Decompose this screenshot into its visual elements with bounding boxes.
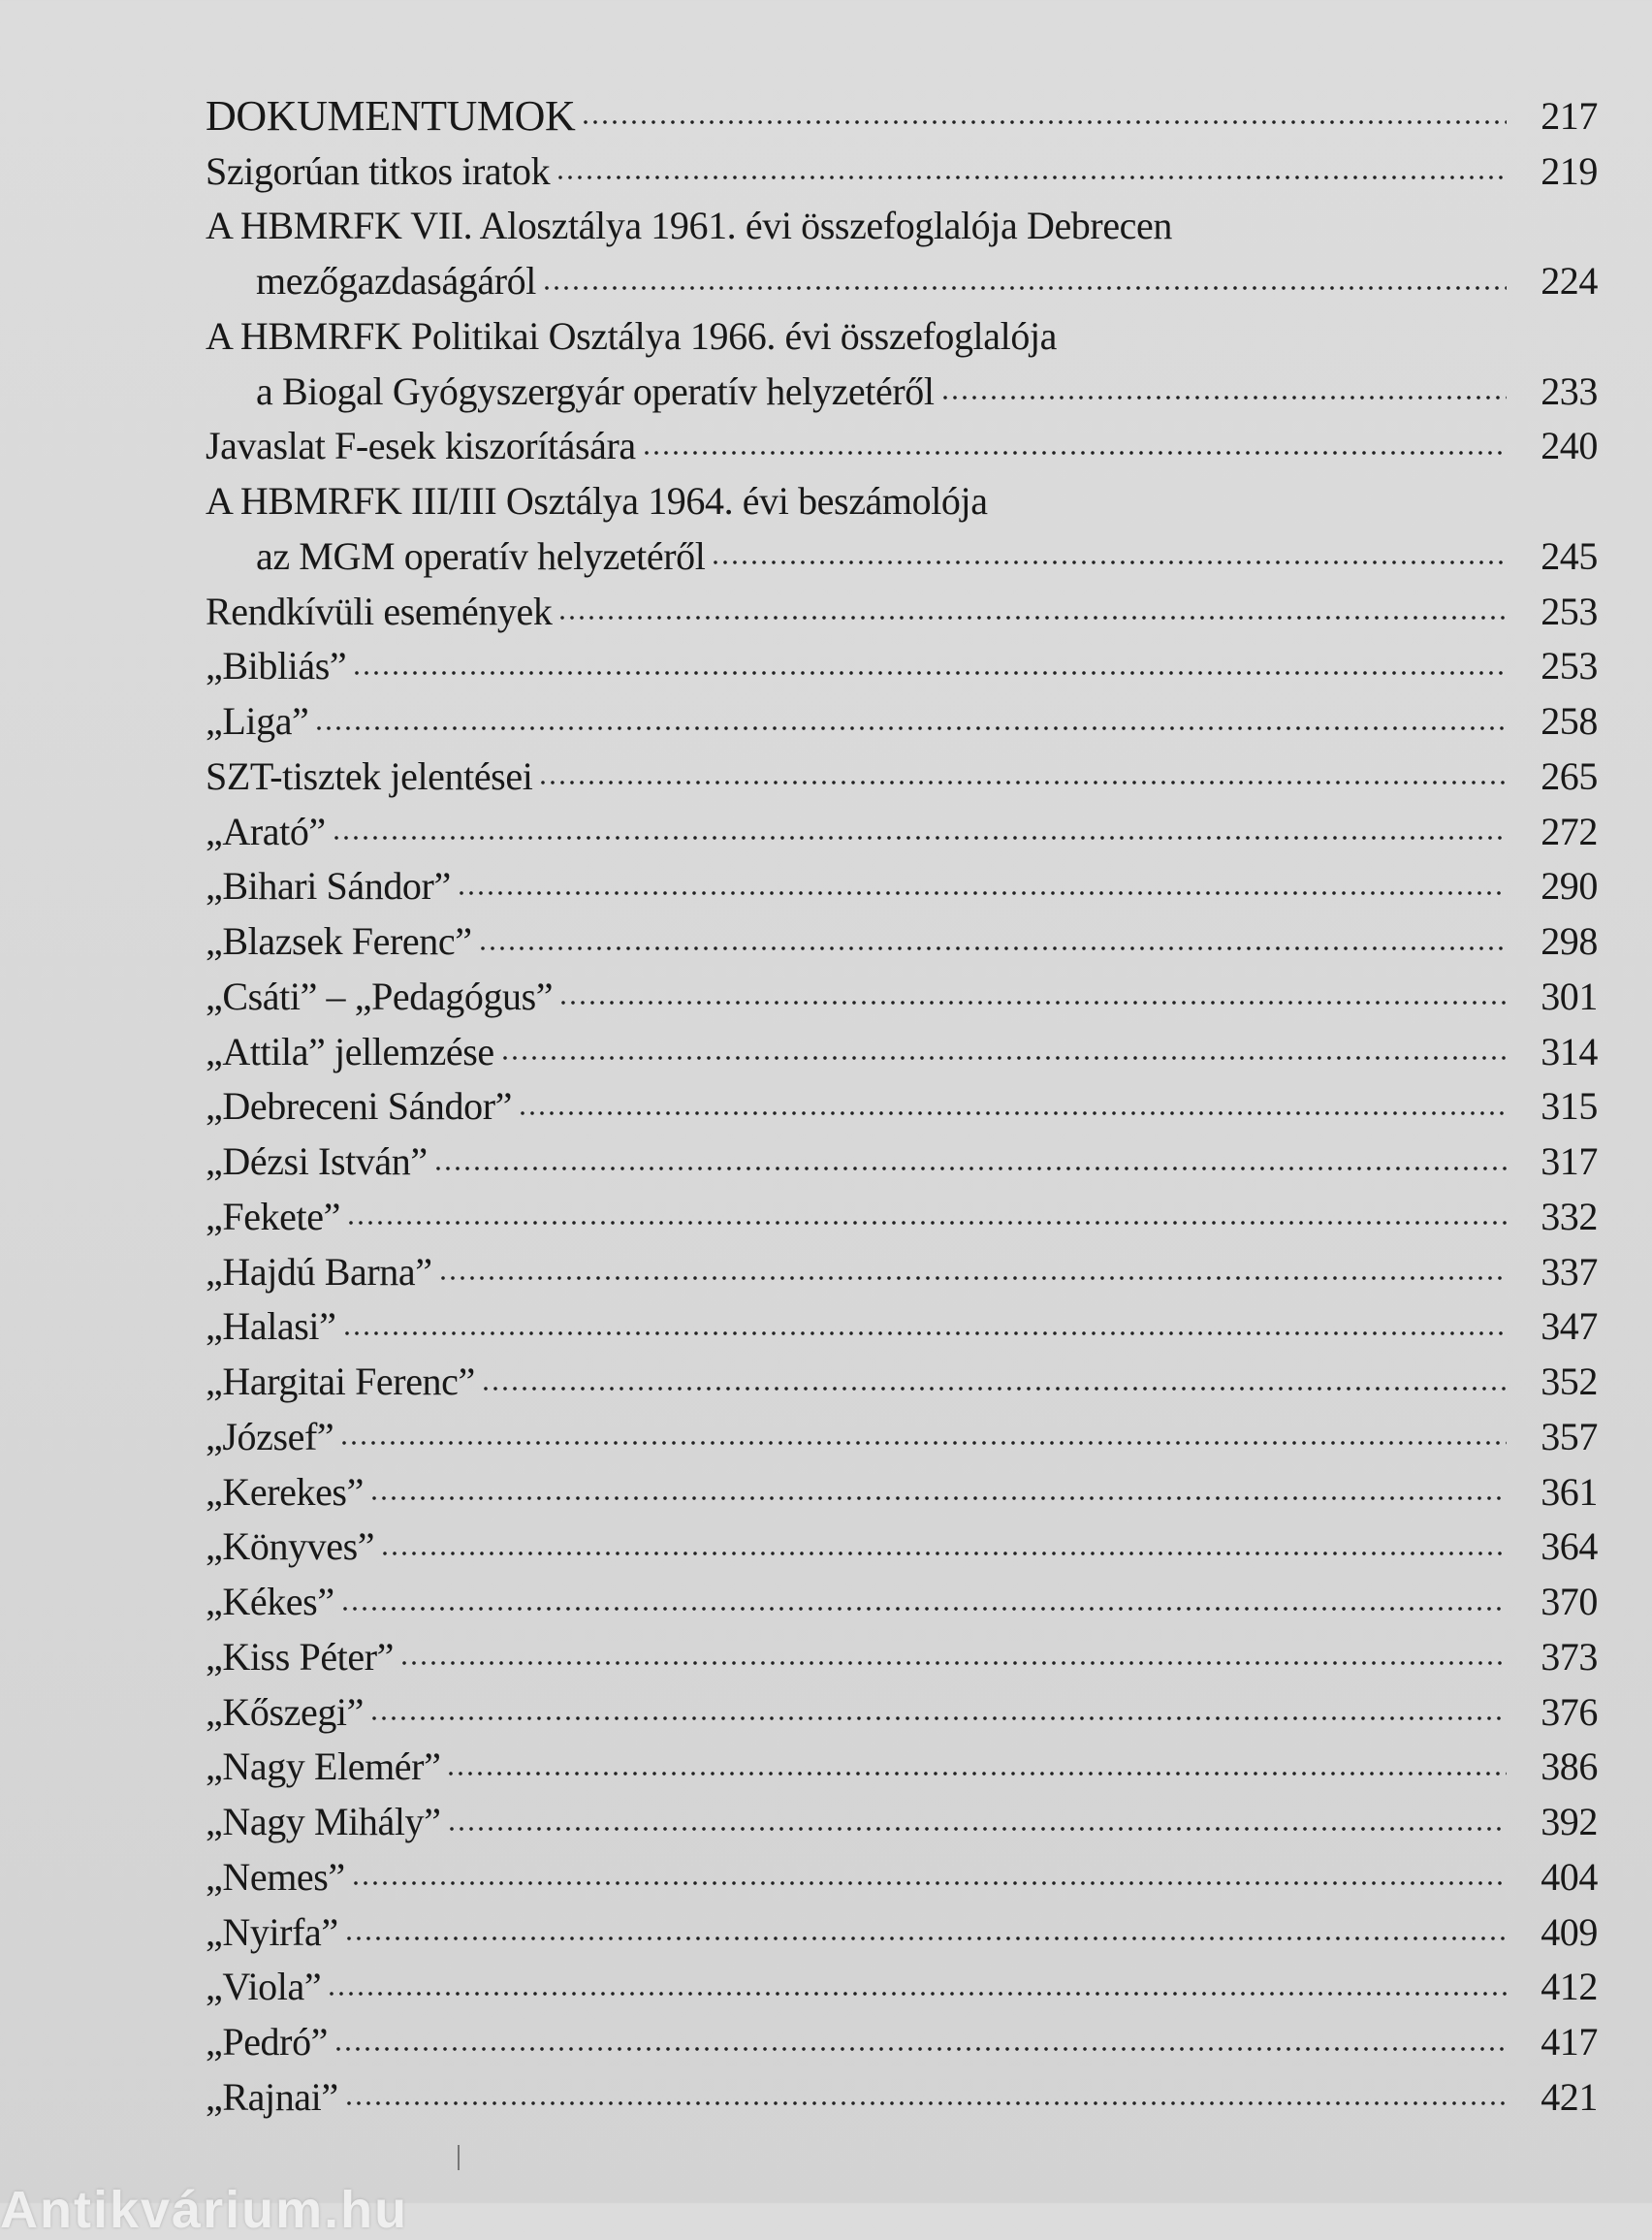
dot-leader (447, 1826, 1508, 1832)
page-number: 332 (1541, 1194, 1598, 1238)
dot-leader (399, 1660, 1507, 1666)
page-number: 417 (1541, 2020, 1598, 2064)
dot-leader (339, 1440, 1507, 1446)
entry-title-continuation: az MGM operatív helyzetéről (256, 533, 706, 578)
page-number: 392 (1541, 1800, 1598, 1844)
page-number: 373 (1541, 1634, 1598, 1679)
page-number: 314 (1541, 1029, 1598, 1073)
dot-leader (518, 1110, 1507, 1116)
dot-leader (481, 1386, 1507, 1392)
toc-entry (206, 749, 1598, 804)
dot-leader (558, 1000, 1507, 1006)
dot-leader (438, 1275, 1507, 1281)
toc-entry (206, 419, 1598, 474)
page-number: 224 (1541, 259, 1598, 304)
dot-leader (642, 450, 1507, 456)
dot-leader (433, 1166, 1507, 1171)
dot-leader (940, 395, 1507, 400)
toc-entry (206, 2069, 1598, 2125)
entry-title: Javaslat F-esek kiszorítására (206, 424, 636, 468)
entry-title: „Dézsi István” (206, 1139, 428, 1184)
entry-title: „Attila” jellemzése (206, 1029, 494, 1073)
dot-leader (334, 2046, 1507, 2052)
page-number: 315 (1541, 1084, 1598, 1129)
pencil-mark (458, 2145, 460, 2170)
dot-leader (457, 890, 1507, 896)
dot-leader (542, 285, 1507, 291)
page-number: 364 (1541, 1524, 1598, 1569)
entry-title: „Kiss Péter” (206, 1634, 395, 1679)
toc-entry-continuation (206, 364, 1598, 419)
dot-leader (478, 945, 1507, 951)
entry-title: „Pedró” (206, 2020, 329, 2064)
entry-title: „Csáti” – „Pedagógus” (206, 974, 554, 1018)
dot-leader (351, 1880, 1507, 1886)
entry-title: „József” (206, 1414, 334, 1458)
dot-leader (380, 1551, 1507, 1556)
toc-entry (206, 804, 1598, 859)
entry-title: „Arató” (206, 809, 326, 853)
entry-title: A HBMRFK III/III Osztálya 1964. évi beszámolója (206, 479, 988, 524)
entry-title: „Kőszegi” (206, 1689, 364, 1734)
toc-entry (206, 1189, 1598, 1244)
entry-title: Szigorúan titkos iratok (206, 148, 551, 193)
dot-leader (557, 615, 1507, 621)
dot-leader (538, 780, 1507, 785)
entry-title: Rendkívüli események (206, 589, 553, 633)
toc-entry (206, 693, 1598, 749)
toc-entry (206, 1629, 1598, 1684)
page-number: 409 (1541, 1909, 1598, 1954)
entry-title: „Bibliás” (206, 644, 347, 688)
page-number: 217 (1541, 93, 1598, 138)
page-number: 337 (1541, 1249, 1598, 1294)
dot-leader (352, 670, 1507, 676)
page-number: 317 (1541, 1139, 1598, 1184)
toc-entry-continuation (206, 253, 1598, 308)
page-number: 265 (1541, 753, 1598, 798)
toc-entry (206, 1409, 1598, 1464)
toc-entry (206, 859, 1598, 914)
entry-title: „Viola” (206, 1965, 322, 2009)
entry-title: „Halasi” (206, 1304, 336, 1349)
toc-entry (206, 1904, 1598, 1960)
toc-entry (206, 1574, 1598, 1629)
entry-title: „Debreceni Sándor” (206, 1084, 512, 1129)
dot-leader (346, 1220, 1507, 1226)
page-number: 421 (1541, 2074, 1598, 2119)
dot-leader (314, 725, 1507, 731)
page-number: 376 (1541, 1689, 1598, 1734)
dot-leader (340, 1606, 1507, 1612)
toc-entry (206, 1960, 1598, 2015)
page-number: 272 (1541, 809, 1598, 853)
toc-entry (206, 1244, 1598, 1299)
dot-leader (344, 1936, 1507, 1941)
entry-title: „Hargitai Ferenc” (206, 1360, 475, 1404)
toc-entry (206, 639, 1598, 694)
toc-entry (206, 969, 1598, 1024)
watermark: Antikvárium.hu (0, 2181, 409, 2239)
toc-entry (206, 1354, 1598, 1409)
dot-leader (556, 175, 1507, 180)
entry-title: „Fekete” (206, 1194, 340, 1238)
page-number: 361 (1541, 1469, 1598, 1514)
toc-entry (206, 2014, 1598, 2069)
page-number: 253 (1541, 644, 1598, 688)
dot-leader (332, 835, 1507, 841)
dot-leader (581, 119, 1507, 125)
toc-entry (206, 913, 1598, 969)
toc-entry (206, 1520, 1598, 1575)
entry-title: A HBMRFK Politikai Osztálya 1966. évi összefoglalója (206, 313, 1058, 358)
entry-title: SZT-tisztek jelentései (206, 753, 533, 798)
toc-entry (206, 144, 1598, 199)
page-number: 298 (1541, 919, 1598, 964)
page-number: 219 (1541, 148, 1598, 193)
page-number: 347 (1541, 1304, 1598, 1349)
page-number: 258 (1541, 699, 1598, 744)
page-number: 352 (1541, 1360, 1598, 1404)
page-number: 245 (1541, 533, 1598, 578)
dot-leader (500, 1055, 1507, 1061)
table-of-contents (206, 88, 1598, 2125)
toc-entry (206, 473, 1598, 528)
entry-title: „Kerekes” (206, 1469, 364, 1514)
dot-leader (327, 1991, 1507, 1997)
entry-title: „Nagy Elemér” (206, 1744, 441, 1789)
entry-title: „Bihari Sándor” (206, 864, 451, 909)
page-number: 386 (1541, 1744, 1598, 1789)
page-number: 290 (1541, 864, 1598, 909)
dot-leader (711, 560, 1507, 565)
toc-entry (206, 1740, 1598, 1795)
page-number: 370 (1541, 1580, 1598, 1624)
toc-entry (206, 1794, 1598, 1849)
entry-title: DOKUMENTUMOK (206, 91, 576, 140)
page-number: 253 (1541, 589, 1598, 633)
toc-entry (206, 584, 1598, 639)
page-number: 357 (1541, 1414, 1598, 1458)
toc-entry (206, 1024, 1598, 1079)
entry-title: „Könyves” (206, 1524, 375, 1569)
dot-leader (344, 2100, 1507, 2106)
toc-entry (206, 88, 1598, 144)
page-number: 404 (1541, 1854, 1598, 1899)
dot-leader (342, 1330, 1508, 1336)
page-number: 233 (1541, 368, 1598, 413)
page-number: 412 (1541, 1965, 1598, 2009)
toc-entry (206, 1464, 1598, 1520)
dot-leader (369, 1495, 1507, 1501)
toc-entry-continuation (206, 528, 1598, 584)
entry-title-continuation: a Biogal Gyógyszergyár operatív helyzetéről (256, 368, 935, 413)
entry-title: „Blazsek Ferenc” (206, 919, 472, 964)
entry-title: „Nyirfa” (206, 1909, 338, 1954)
dot-leader (369, 1715, 1507, 1721)
toc-entry (206, 1079, 1598, 1135)
toc-entry (206, 308, 1598, 364)
toc-entry (206, 1684, 1598, 1740)
entry-title: „Hajdú Barna” (206, 1249, 432, 1294)
page-number: 301 (1541, 974, 1598, 1018)
toc-entry (206, 1134, 1598, 1189)
entry-title: „Rajnai” (206, 2074, 338, 2119)
dot-leader (446, 1771, 1507, 1776)
toc-entry (206, 1849, 1598, 1904)
page-number: 240 (1541, 424, 1598, 468)
entry-title: „Nemes” (206, 1854, 345, 1899)
entry-title: „Liga” (206, 699, 309, 744)
entry-title: „Kékes” (206, 1580, 334, 1624)
entry-title-continuation: mezőgazdaságáról (256, 259, 536, 304)
entry-title: „Nagy Mihály” (206, 1800, 441, 1844)
toc-entry (206, 199, 1598, 254)
entry-title: A HBMRFK VII. Alosztálya 1961. évi összefoglalója Debrecen (206, 204, 1172, 248)
toc-entry (206, 1299, 1598, 1355)
